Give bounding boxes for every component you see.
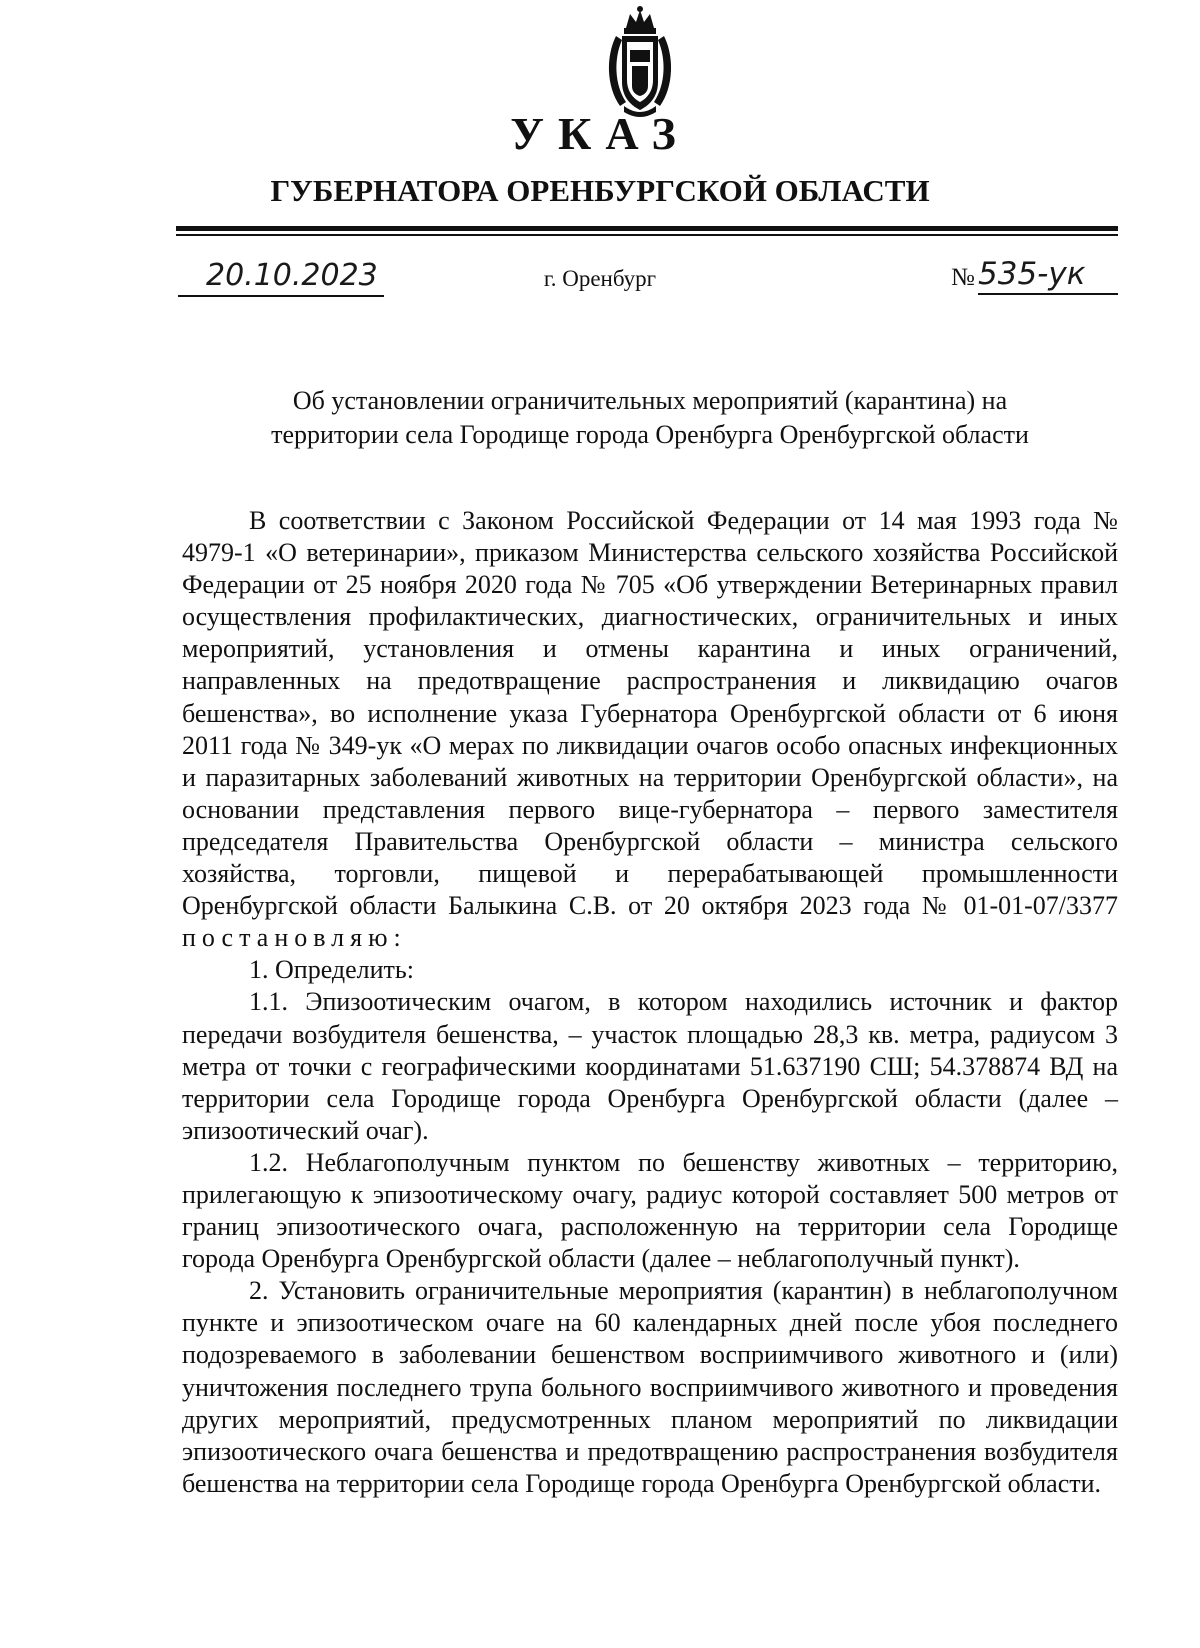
decree-body bbox=[182, 505, 1118, 1500]
date-underline bbox=[178, 295, 384, 297]
preamble-paragraph bbox=[182, 505, 1118, 954]
decree-number: 535-ук bbox=[978, 256, 1086, 292]
number-label: № bbox=[951, 264, 975, 291]
preamble-text: В соответствии с Законом Российской Федерации от 14 мая 1993 года № 4979-1 «О ветеринарии», приказом Министерства сельского хозяйства Российской Федерации от 25 ноября 2020 года № 705 «Об утверждении Ветеринарных правил осуществления профилактических, диагностических, ограничительных и иных мероприятий, установления и отмены карантина и иных ограничений, направленных на предотвращение распространения и ликвидацию очагов бешенства», во исполнение указа Губернатора Оренбургской области от 6 июня 2011 года № 349-ук «О мерах по ликвидации очагов особо опасных инфекционных и паразитарных заболеваний животных на территории Оренбургской области», на основании представления первого вице-губернатора – первого заместителя председателя Правительства Оренбургской области – министра сельского хозяйства, торговли, пищевой и перерабатывающей промышленности Оренбургской области Балыкина С.В. от 20 октября 2023 года № 01-01-07/3377 bbox=[182, 506, 1118, 921]
paragraph-1-2: 1.2. Неблагополучным пунктом по бешенству животных – территорию, прилегающую к эпизоотическому очагу, радиус которой составляет 500 метров от границ эпизоотического очага, расположенную на территории села Городище города Оренбурга Оренбургской области (далее – неблагополучный пункт). bbox=[182, 1147, 1118, 1274]
decree-subject bbox=[180, 384, 1120, 452]
issue-city: г. Оренбург bbox=[543, 266, 657, 291]
header-rule-thin bbox=[176, 234, 1118, 236]
paragraph-1: 1. Определить: bbox=[249, 955, 414, 985]
header-rule-thick bbox=[176, 226, 1118, 231]
paragraph-2: 2. Установить ограничительные мероприятия (карантин) в неблагополучном пункте и эпизоотическом очаге на 60 календарных дней после убоя последнего подозреваемого в заболевании бешенством восприимчивого животного и (или) уничтожения последнего трупа больного восприимчивого животного и проведения других мероприятий, предусмотренных планом мероприятий по ликвидации эпизоотического очага бешенства и предотвращению распространения возбудителя бешенства на территории села Городище города Оренбурга Оренбургской области. bbox=[182, 1276, 1118, 1498]
decree-word: постановляю: bbox=[182, 923, 407, 953]
issuing-authority-title: ГУБЕРНАТОРА ОРЕНБУРГСКОЙ ОБЛАСТИ bbox=[270, 173, 930, 208]
coat-of-arms-icon bbox=[602, 6, 678, 118]
subject-line-1: Об установлении ограничительных мероприятий (карантина) на bbox=[292, 386, 1008, 415]
document-type-title: УКАЗ bbox=[510, 108, 690, 159]
decree-date: 20.10.2023 bbox=[206, 258, 378, 293]
paragraph-1-1: 1.1. Эпизоотическим очагом, в котором находились источник и фактор передачи возбудителя бешенства, – участок площадью 28,3 кв. метра, радиусом 3 метра от точки с географическими координатами 51.637190 СШ; 54.378874 ВД на территории села Городище города Оренбурга Оренбургской области (далее – эпизоотический очаг). bbox=[182, 987, 1118, 1145]
subject-line-2: территории села Городище города Оренбурга Оренбургской области bbox=[271, 420, 1029, 449]
number-underline bbox=[978, 293, 1118, 295]
